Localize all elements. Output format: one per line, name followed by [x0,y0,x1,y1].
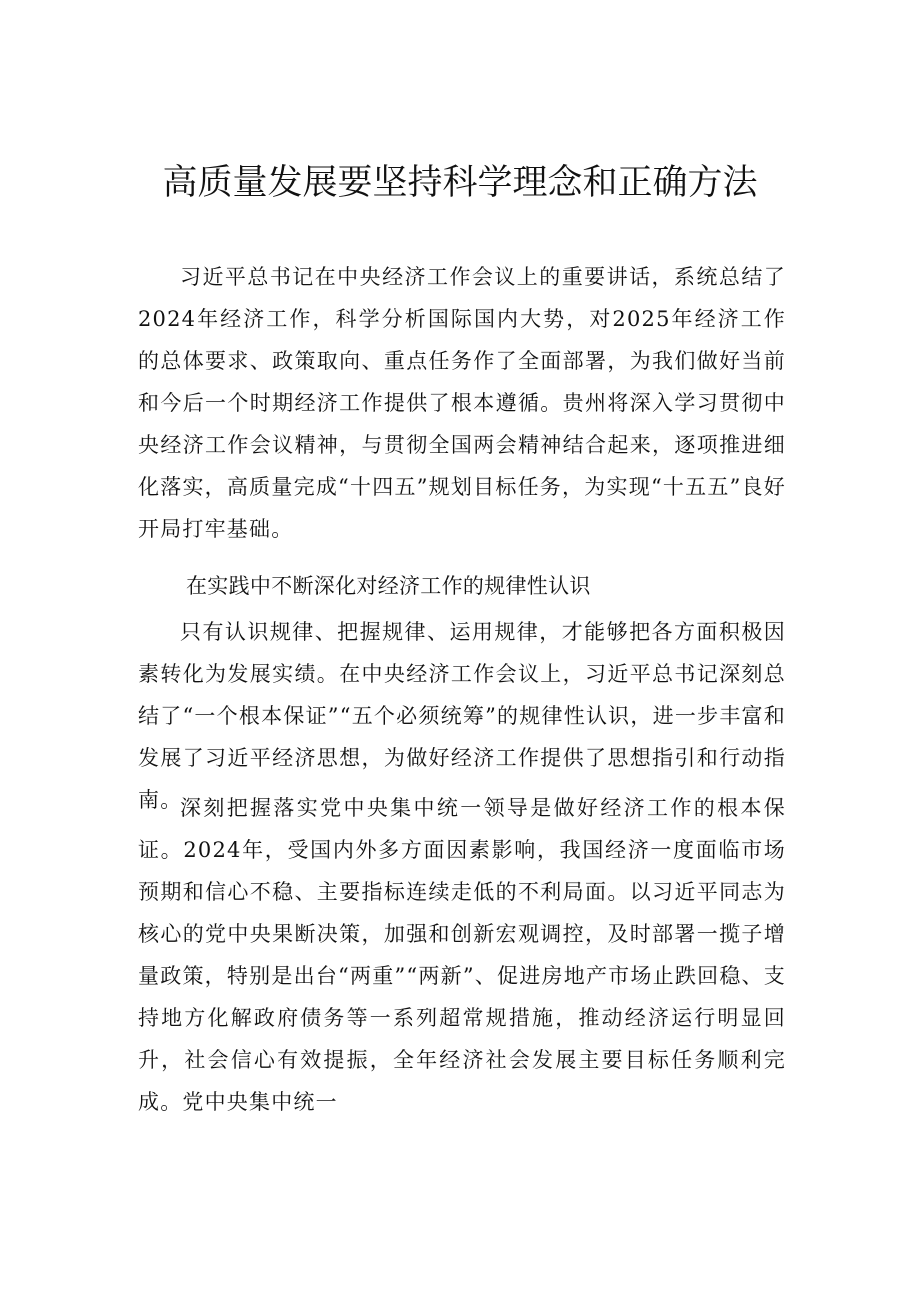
body-paragraph: 深刻把握落实党中央集中统一领导是做好经济工作的根本保证。2024年，受国内外多方面因素影响，我国经济一度面临市场预期和信心不稳、主要指标连续走低的不利局面。以习近平同志为核心的党中央果断决策，加强和创新宏观调控，及时部署一揽子增量政策，特别是出台“两重”“两新”、促进房地产市场止跌回稳、支持地方化解政府债务等一系列超常规措施，推动经济运行明显回升，社会信心有效提振，全年经济社会发展主要目标任务顺利完成。党中央集中统一 [138,796,786,1114]
section-heading: 在实践中不断深化对经济工作的规律性认识 [186,574,591,598]
intro-paragraph: 习近平总书记在中央经济工作会议上的重要讲话，系统总结了2024年经济工作，科学分析国际国内大势，对2025年经济工作的总体要求、政策取向、重点任务作了全面部署，为我们做好当前和今后一个时期经济工作提供了根本遵循。贵州将深入学习贯彻中央经济工作会议精神，与贯彻全国两会精神结合起来，逐项推进细化落实，高质量完成“十四五”规划目标任务，为实现“十五五”良好开局打牢基础。 [138,265,786,541]
body-paragraph: 只有认识规律、把握规律、运用规律，才能够把各方面积极因素转化为发展实绩。在中央经济工作会议上，习近平总书记深刻总结了“一个根本保证”“五个必须统筹”的规律性认识，进一步丰富和发展了习近平经济思想，为做好经济工作提供了思想指引和行动指南。 [138,620,786,812]
document-title: 高质量发展要坚持科学理念和正确方法 [162,163,758,203]
